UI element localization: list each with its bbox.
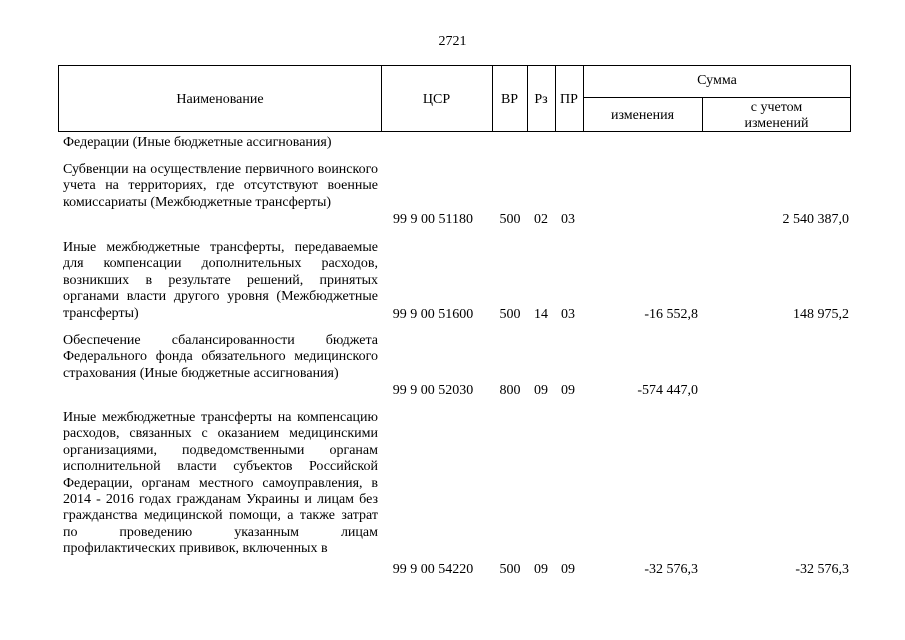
header-sum: Сумма [697,73,737,88]
row-rz: 14 [534,307,548,322]
continuation-text: Федерации (Иные бюджетные ассигнования) [63,135,332,150]
row-rz: 09 [534,383,548,398]
header-vr: ВР [500,92,519,107]
table-header [58,65,851,132]
row-csr: 99 9 00 51600 [392,307,474,322]
row-pr: 03 [561,212,575,227]
header-name: Наименование [176,92,264,107]
header-csr: ЦСР [422,92,451,107]
row-change: -574 447,0 [637,383,698,398]
row-name: Иные межбюджетные трансферты, передаваемые для компенсации дополнительных расходов, возникших в результате решений, принятых органами власти другого уровня (Межбюджетные трансферты) [63,240,378,321]
row-pr: 09 [561,562,575,577]
row-name: Субвенции на осуществление первичного воинского учета на территориях, где отсутствуют военные комиссариаты (Межбюджетные трансферты) [63,162,378,210]
row-vr: 500 [499,212,521,227]
row-csr: 99 9 00 51180 [393,212,473,227]
header-change: изменения [610,108,675,123]
row-csr: 99 9 00 54220 [392,562,474,577]
header-rz: Рз [534,92,548,107]
row-total: 2 540 387,0 [782,212,849,227]
row-change: -16 552,8 [644,307,698,322]
row-rz: 09 [534,562,548,577]
row-csr: 99 9 00 52030 [392,383,474,398]
row-total: -32 576,3 [795,562,849,577]
row-name: Иные межбюджетные трансферты на компенсацию расходов, связанных с оказанием медицинскими организациями, подведомственными органам исполнительной власти субъектов Российской Федерации, органам местного самоуправления, в 2014 - 2016 годах гражданам Украины и лицам без гражданства медицинской помощи, а также затрат по проведению указанным лицам профилактических прививок, включенных в [63,410,378,557]
row-vr: 500 [499,307,521,322]
row-change: -32 576,3 [644,562,698,577]
row-vr: 800 [499,383,521,398]
page-number: 2721 [438,34,467,49]
header-total-line2: изменений [744,116,809,131]
divider-sum-subheader [583,97,850,98]
row-rz: 02 [534,212,548,227]
header-total [702,100,851,132]
header-total-line1: с учетом [750,100,803,115]
row-vr: 500 [499,562,521,577]
header-pr: ПР [560,92,578,107]
row-pr: 03 [561,307,575,322]
row-pr: 09 [561,383,575,398]
row-name: Обеспечение сбалансированности бюджета Федерального фонда обязательного медицинского страхования (Иные бюджетные ассигнования) [63,333,378,381]
row-total: 148 975,2 [793,307,849,322]
